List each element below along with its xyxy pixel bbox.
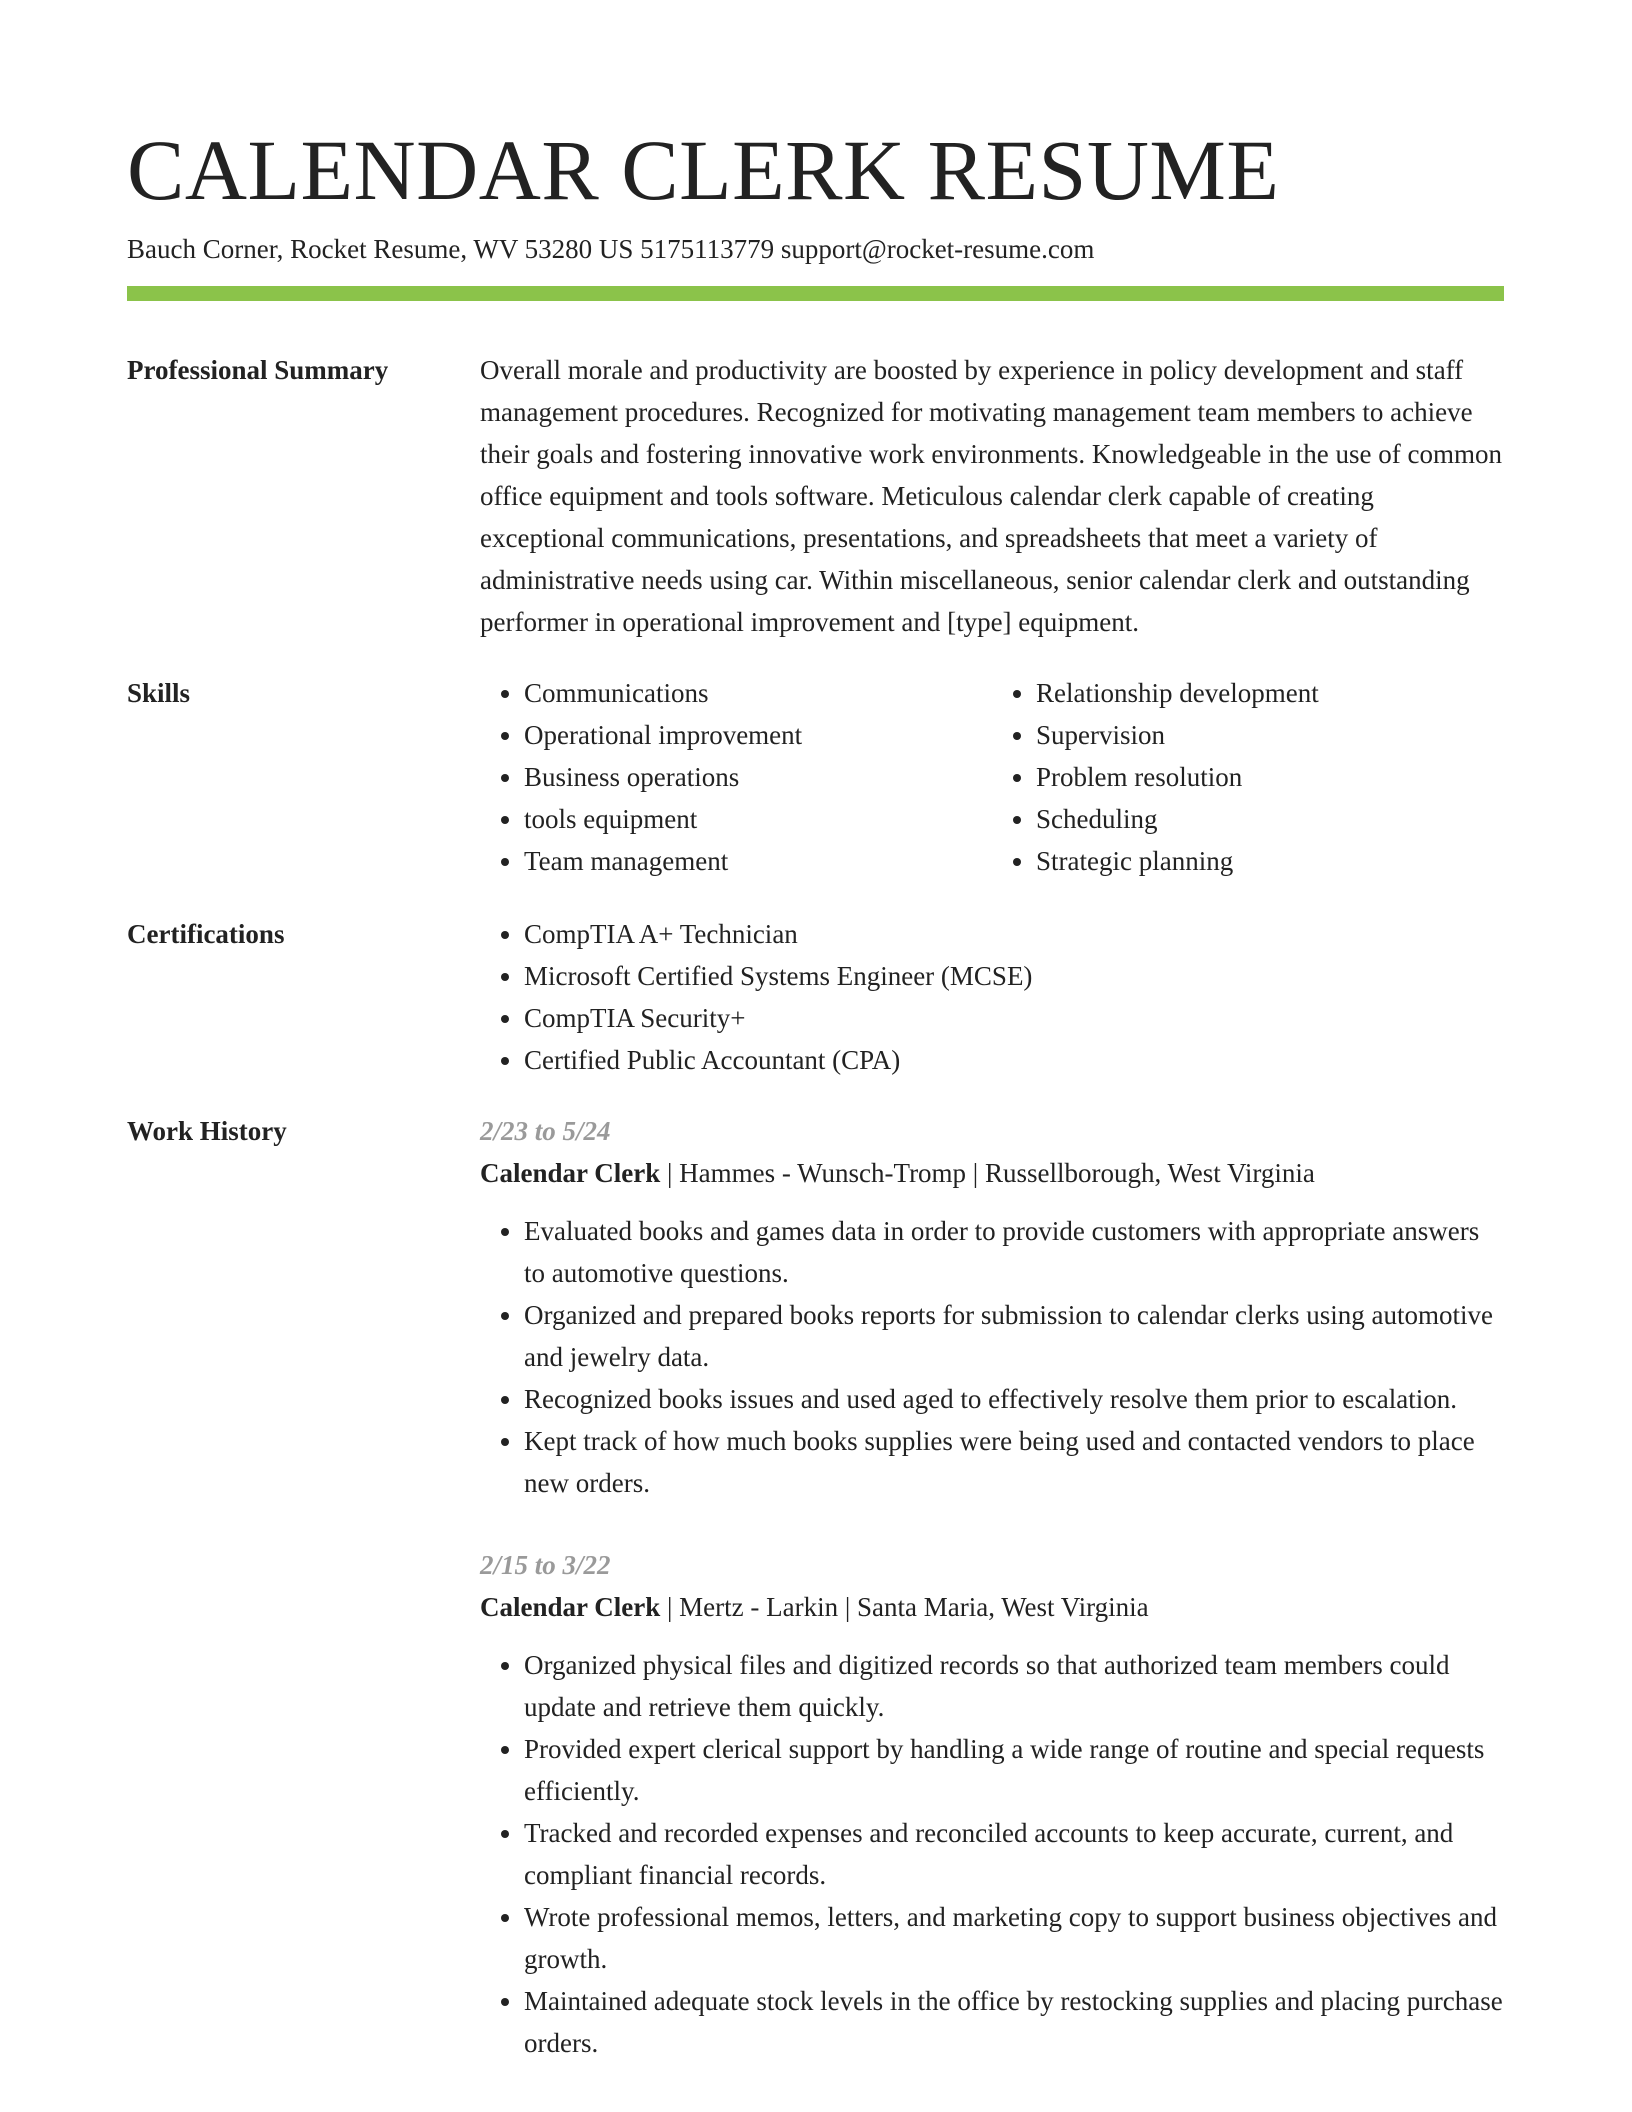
skill-item: • tools equipment (524, 798, 992, 840)
job-bullet: • Wrote professional memos, letters, and marketing copy to support business objectives and growth. (524, 1896, 1504, 1980)
job-heading (480, 1152, 1504, 1194)
job-dates: 2/15 to 3/22 (480, 1550, 611, 1580)
page-title: CALENDAR CLERK RESUME (127, 122, 1280, 218)
skill-item: • Team management (524, 840, 992, 882)
summary-body (480, 349, 1504, 643)
job-bullet: • Tracked and recorded expenses and reconciled accounts to keep accurate, current, and compliant financial records. (524, 1812, 1504, 1896)
job-bullet: • Recognized books issues and used aged to effectively resolve them prior to escalation. (524, 1378, 1504, 1420)
certification-item: • Microsoft Certified Systems Engineer (MCSE) (524, 955, 1504, 997)
job-bullet: • Evaluated books and games data in order to provide customers with appropriate answers to automotive questions. (524, 1210, 1504, 1294)
skills-label: Skills (127, 678, 191, 708)
job-heading (480, 1586, 1504, 1628)
job-title: Calendar Clerk (480, 1592, 661, 1622)
certification-item: • CompTIA Security+ (524, 997, 1504, 1039)
skill-item: • Business operations (524, 756, 992, 798)
certifications-list (480, 913, 1504, 1081)
skills-columns (480, 672, 1504, 882)
job-bullet: • Maintained adequate stock levels in the office by restocking supplies and placing purchase orders. (524, 1980, 1504, 2064)
skills-list-left (480, 672, 992, 882)
job-bullets (480, 1644, 1504, 2064)
job-entry (480, 1544, 1504, 2064)
job-details: | Mertz - Larkin | Santa Maria, West Virginia (660, 1592, 1149, 1622)
certification-item: • Certified Public Accountant (CPA) (524, 1039, 1504, 1081)
certifications-label: Certifications (127, 919, 285, 949)
skills-list-right (992, 672, 1504, 882)
header-divider (127, 286, 1504, 301)
skill-item: • Problem resolution (1036, 756, 1504, 798)
skills-body (480, 672, 1504, 882)
skill-item: • Communications (524, 672, 992, 714)
work-history-label: Work History (127, 1116, 287, 1146)
job-bullet: • Provided expert clerical support by handling a wide range of routine and special requests efficiently. (524, 1728, 1504, 1812)
skill-item: • Strategic planning (1036, 840, 1504, 882)
job-bullet: • Organized and prepared books reports for submission to calendar clerks using automotive and jewelry data. (524, 1294, 1504, 1378)
skill-item: • Scheduling (1036, 798, 1504, 840)
skill-item: • Operational improvement (524, 714, 992, 756)
skill-item: • Supervision (1036, 714, 1504, 756)
job-title: Calendar Clerk (480, 1158, 661, 1188)
skill-item: • Relationship development (1036, 672, 1504, 714)
work-history-body (480, 1110, 1504, 2104)
contact-info: Bauch Corner, Rocket Resume, WV 53280 US 5175113779 support@rocket-resume.com (127, 234, 1095, 264)
certification-item: • CompTIA A+ Technician (524, 913, 1504, 955)
job-bullet: • Organized physical files and digitized records so that authorized team members could update and retrieve them quickly. (524, 1644, 1504, 1728)
job-bullets (480, 1210, 1504, 1504)
job-details: | Hammes - Wunsch-Tromp | Russellborough, West Virginia (660, 1158, 1315, 1188)
job-entry (480, 1110, 1504, 1504)
job-bullet: • Kept track of how much books supplies were being used and contacted vendors to place new orders. (524, 1420, 1504, 1504)
job-dates: 2/23 to 5/24 (480, 1116, 611, 1146)
summary-text: Overall morale and productivity are boosted by experience in policy development and staff management procedures. Recognized for motivating management team members to achieve their goals and fostering innovative work environments. Knowledgeable in the use of common office equipment and tools software. Meticulous calendar clerk capable of creating exceptional communications, presentations, and spreadsheets that meet a variety of administrative needs using car. Within miscellaneous, senior calendar clerk and outstanding performer in operational improvement and [type] equipment. (480, 355, 1503, 637)
certifications-body (480, 913, 1504, 1081)
summary-label: Professional Summary (127, 355, 389, 385)
